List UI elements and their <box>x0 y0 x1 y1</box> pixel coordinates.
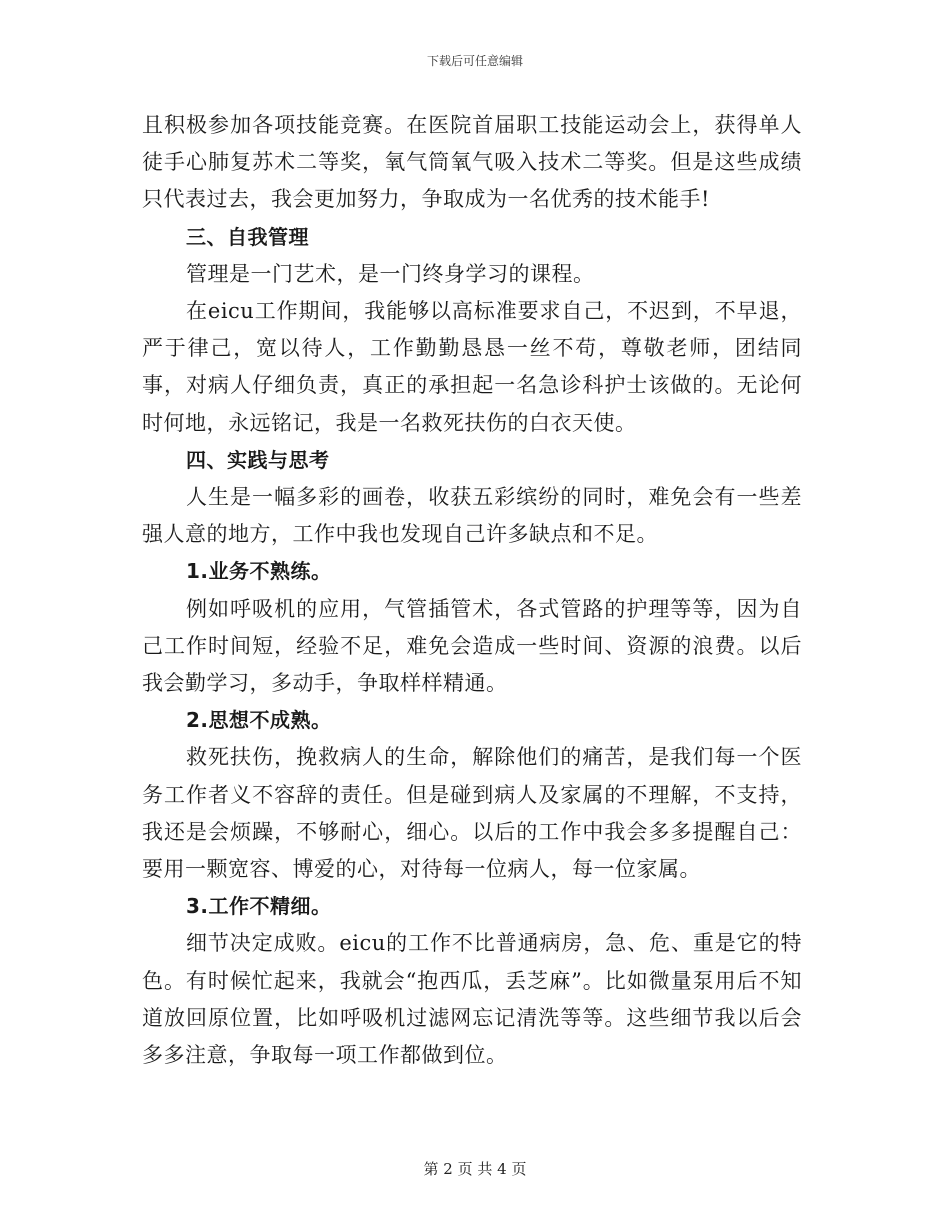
paragraph-competitions: 且积极参加各项技能竞赛。在医院首届职工技能运动会上，获得单人徒手心肺复苏术二等奖，氧气筒氧气吸入技术二等奖。但是这些成绩只代表过去，我会更加努力，争取成为一名优秀的技术能手! <box>142 113 802 212</box>
paragraph-life-picture: 人生是一幅多彩的画卷，收获五彩缤纷的同时，难免会有一些差强人意的地方，工作中我也发现自己许多缺点和不足。 <box>142 485 802 547</box>
subheading-immature: 2.思想不成熟。 <box>186 708 332 733</box>
paragraph-not-meticulous: 细节决定成败。eicu的工作不比普通病房，急、危、重是它的特色。有时候忙起来，我就会“抱西瓜，丢芝麻”。比如微量泵用后不知道放回原位置，比如呼吸机过滤网忘记清洗等等。这些细节我以后会多多注意，争取每一项工作都做到位。 <box>142 931 802 1068</box>
paragraph-eicu-work: 在eicu工作期间，我能够以高标准要求自己，不迟到，不早退，严于律己，宽以待人，工作勤勤恳恳一丝不苟，尊敬老师，团结同事，对病人仔细负责，真正的承担起一名急诊科护士该做的。无论何时何地，永远铭记，我是一名救死扶伤的白衣天使。 <box>142 299 802 435</box>
page-header: 下载后可任意编辑 <box>426 54 523 68</box>
paragraph-immature: 救死扶伤，挽救病人的生命，解除他们的痛苦，是我们每一个医务工作者义不容辞的责任。但是碰到病人及家属的不理解，不支持，我还是会烦躁，不够耐心，细心。以后的工作中我会多多提醒自己：要用一颗宽容、博爱的心，对待每一位病人，每一位家属。 <box>142 745 802 882</box>
section-heading-self-management: 三、自我管理 <box>186 224 309 249</box>
paragraph-management-art: 管理是一门艺术，是一门终身学习的课程。 <box>186 261 595 286</box>
subheading-unskilled: 1.业务不熟练。 <box>186 559 332 584</box>
page-number: 第 2 页 共 4 页 <box>423 1160 527 1178</box>
paragraph-unskilled: 例如呼吸机的应用，气管插管术，各式管路的护理等等，因为自己工作时间短，经验不足，难免会造成一些时间、资源的浪费。以后我会勤学习，多动手，争取样样精通。 <box>142 596 802 696</box>
section-heading-practice-reflection: 四、实践与思考 <box>186 447 330 472</box>
subheading-not-meticulous: 3.工作不精细。 <box>186 894 332 919</box>
document-body <box>142 107 802 1074</box>
